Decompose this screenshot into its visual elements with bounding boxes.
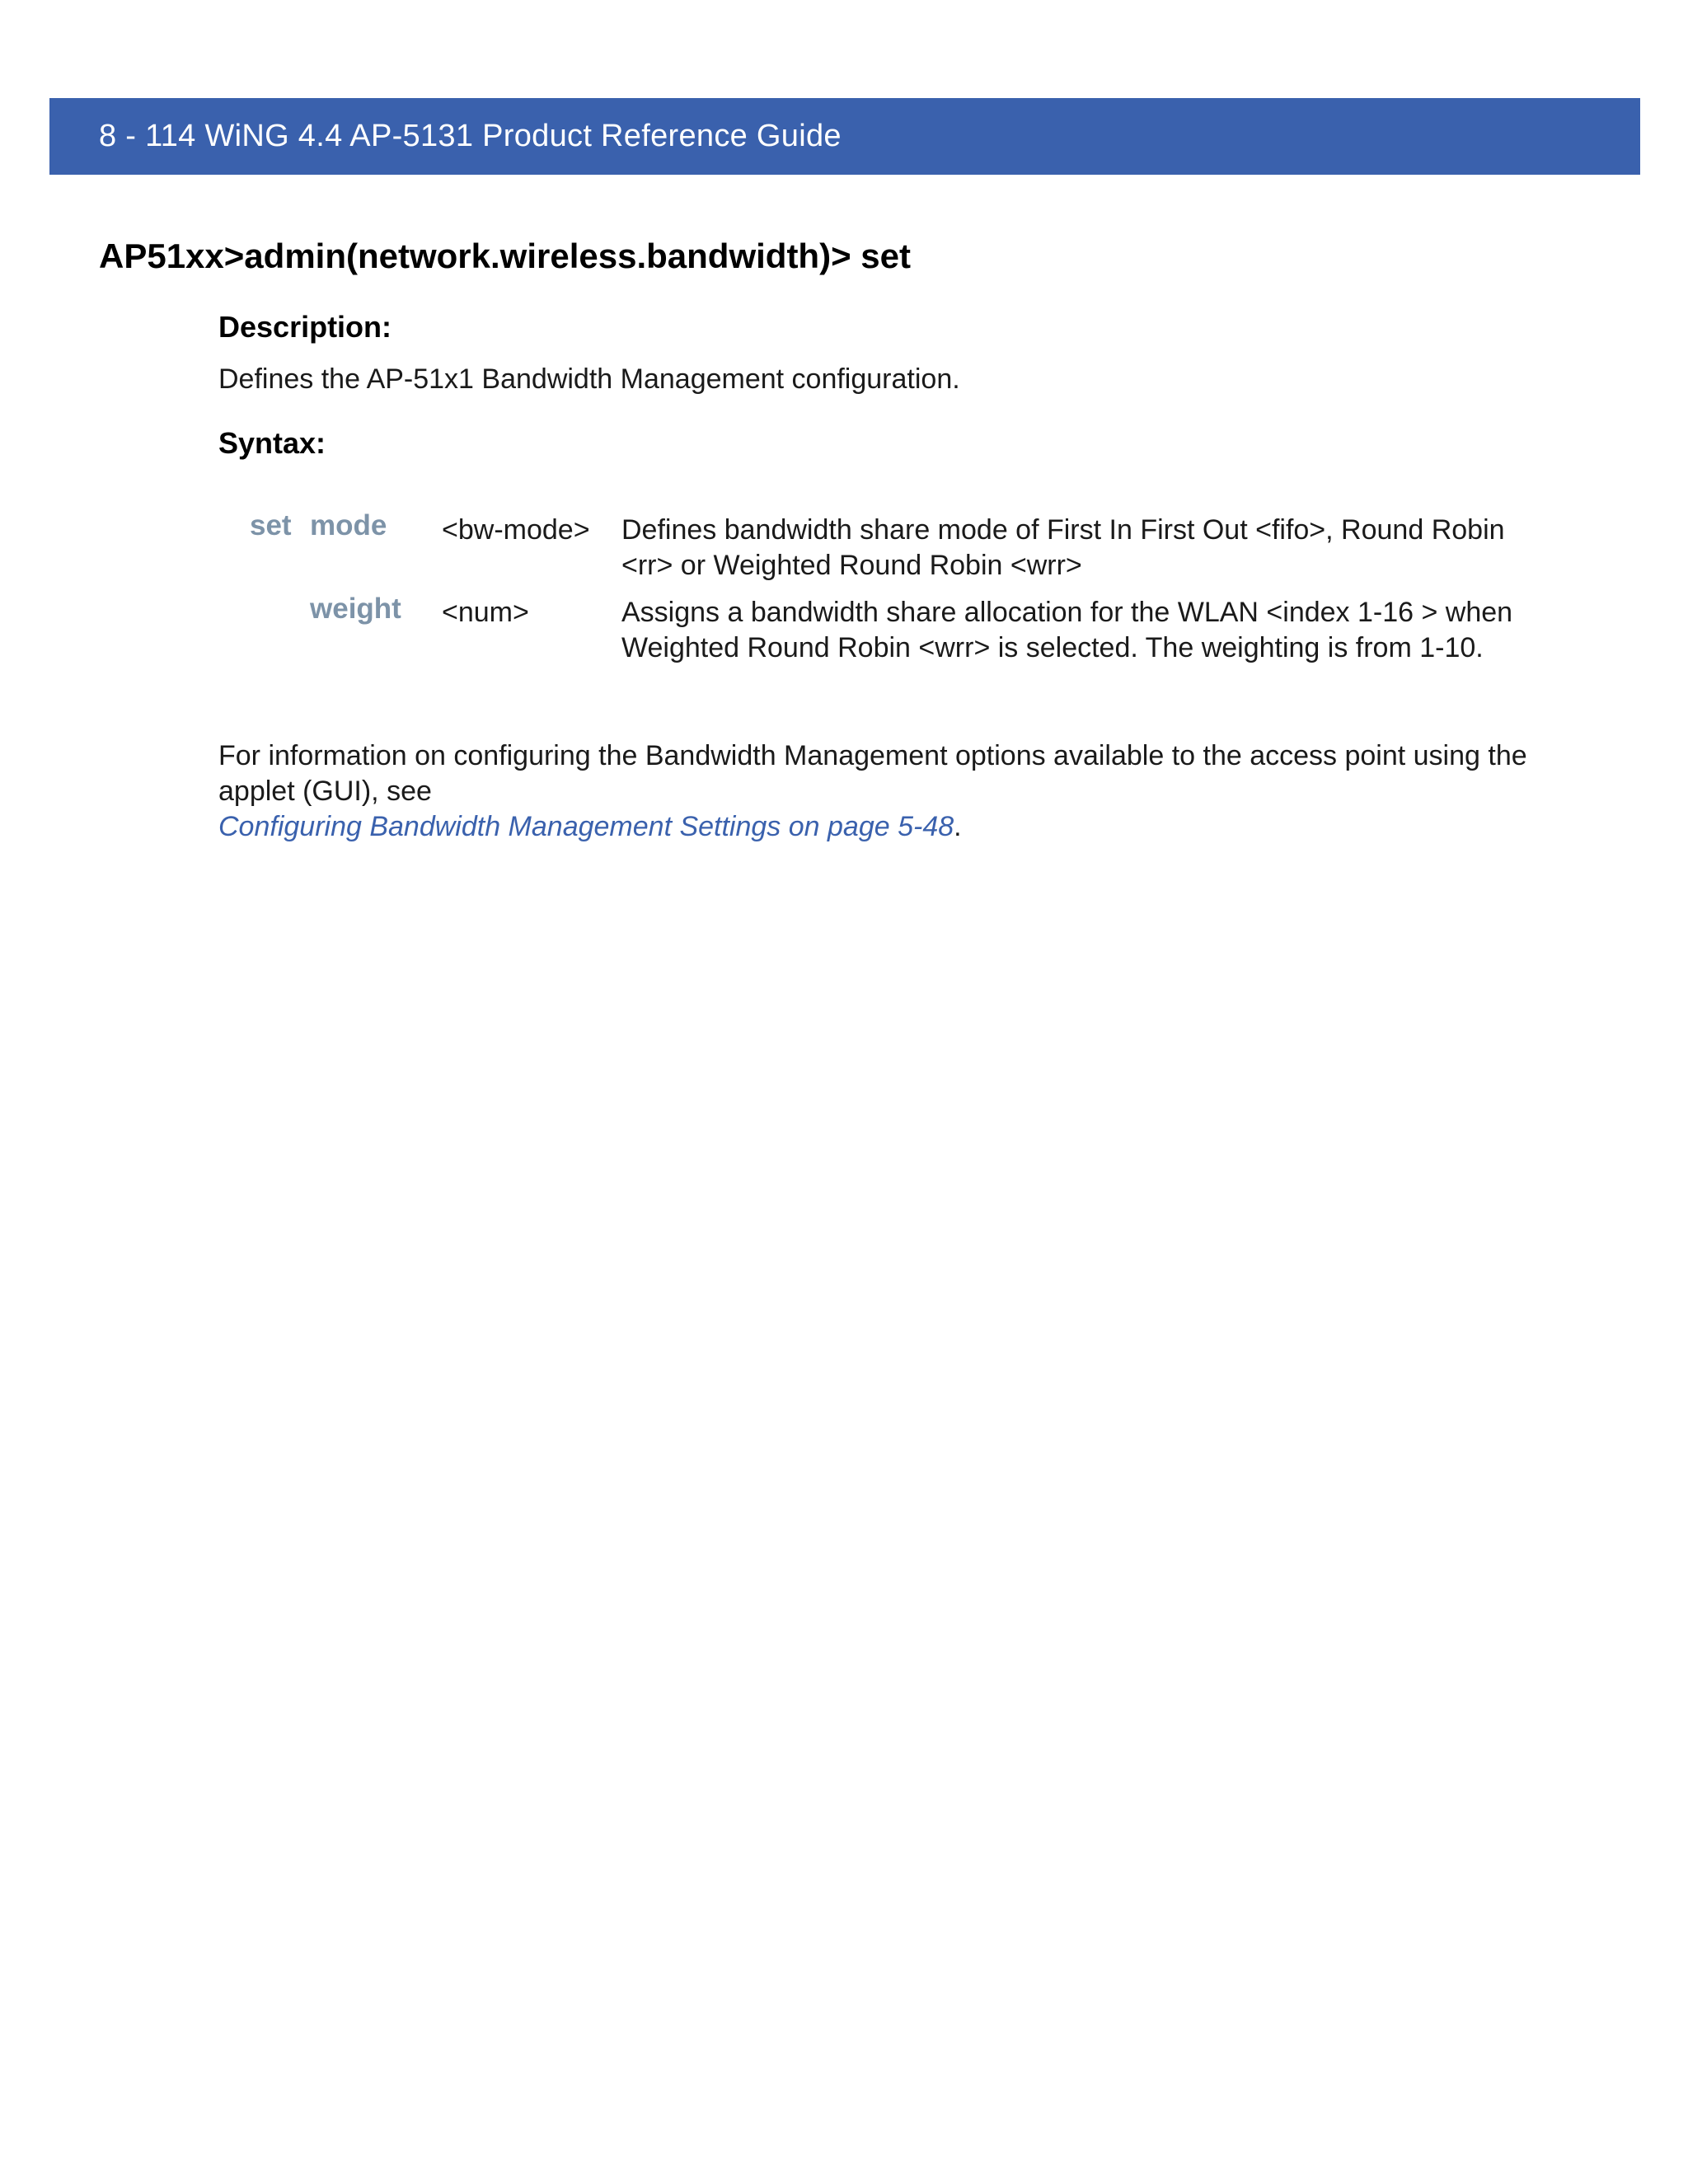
page-header-bar [49,98,1640,175]
description-heading: Description: [218,310,392,344]
gui-reference-trailing: . [954,811,962,842]
syntax-heading: Syntax: [218,426,326,460]
cross-reference-link[interactable]: Configuring Bandwidth Management Settings on page 5-48 [218,811,954,842]
page-header-label: 8 - 114 WiNG 4.4 AP-5131 Product Reference Guide [99,119,842,153]
command-title: AP51xx>admin(network.wireless.bandwidth)> set [99,237,911,275]
syntax-desc-mode: Defines bandwidth share mode of First In First Out <fifo>, Round Robin <rr> or Weighted Round Robin <wrr> [621,514,1505,581]
syntax-keyword-set: set [250,509,292,541]
gui-reference-text: For information on configuring the Bandwidth Management options available to the access point using the applet (GUI), see [218,740,1527,807]
gui-reference-paragraph [218,738,1562,845]
syntax-desc-weight: Assigns a bandwidth share allocation for the WLAN <index 1-16 > when Weighted Round Robin <wrr> is selected. The weighting is from 1-10. [621,597,1513,663]
syntax-option-weight: weight [310,593,401,625]
syntax-param-bw-mode: <bw-mode> [442,514,590,546]
description-text: Defines the AP-51x1 Bandwidth Management configuration. [218,363,960,395]
syntax-option-mode: mode [310,509,387,541]
syntax-param-num: <num> [442,597,529,628]
